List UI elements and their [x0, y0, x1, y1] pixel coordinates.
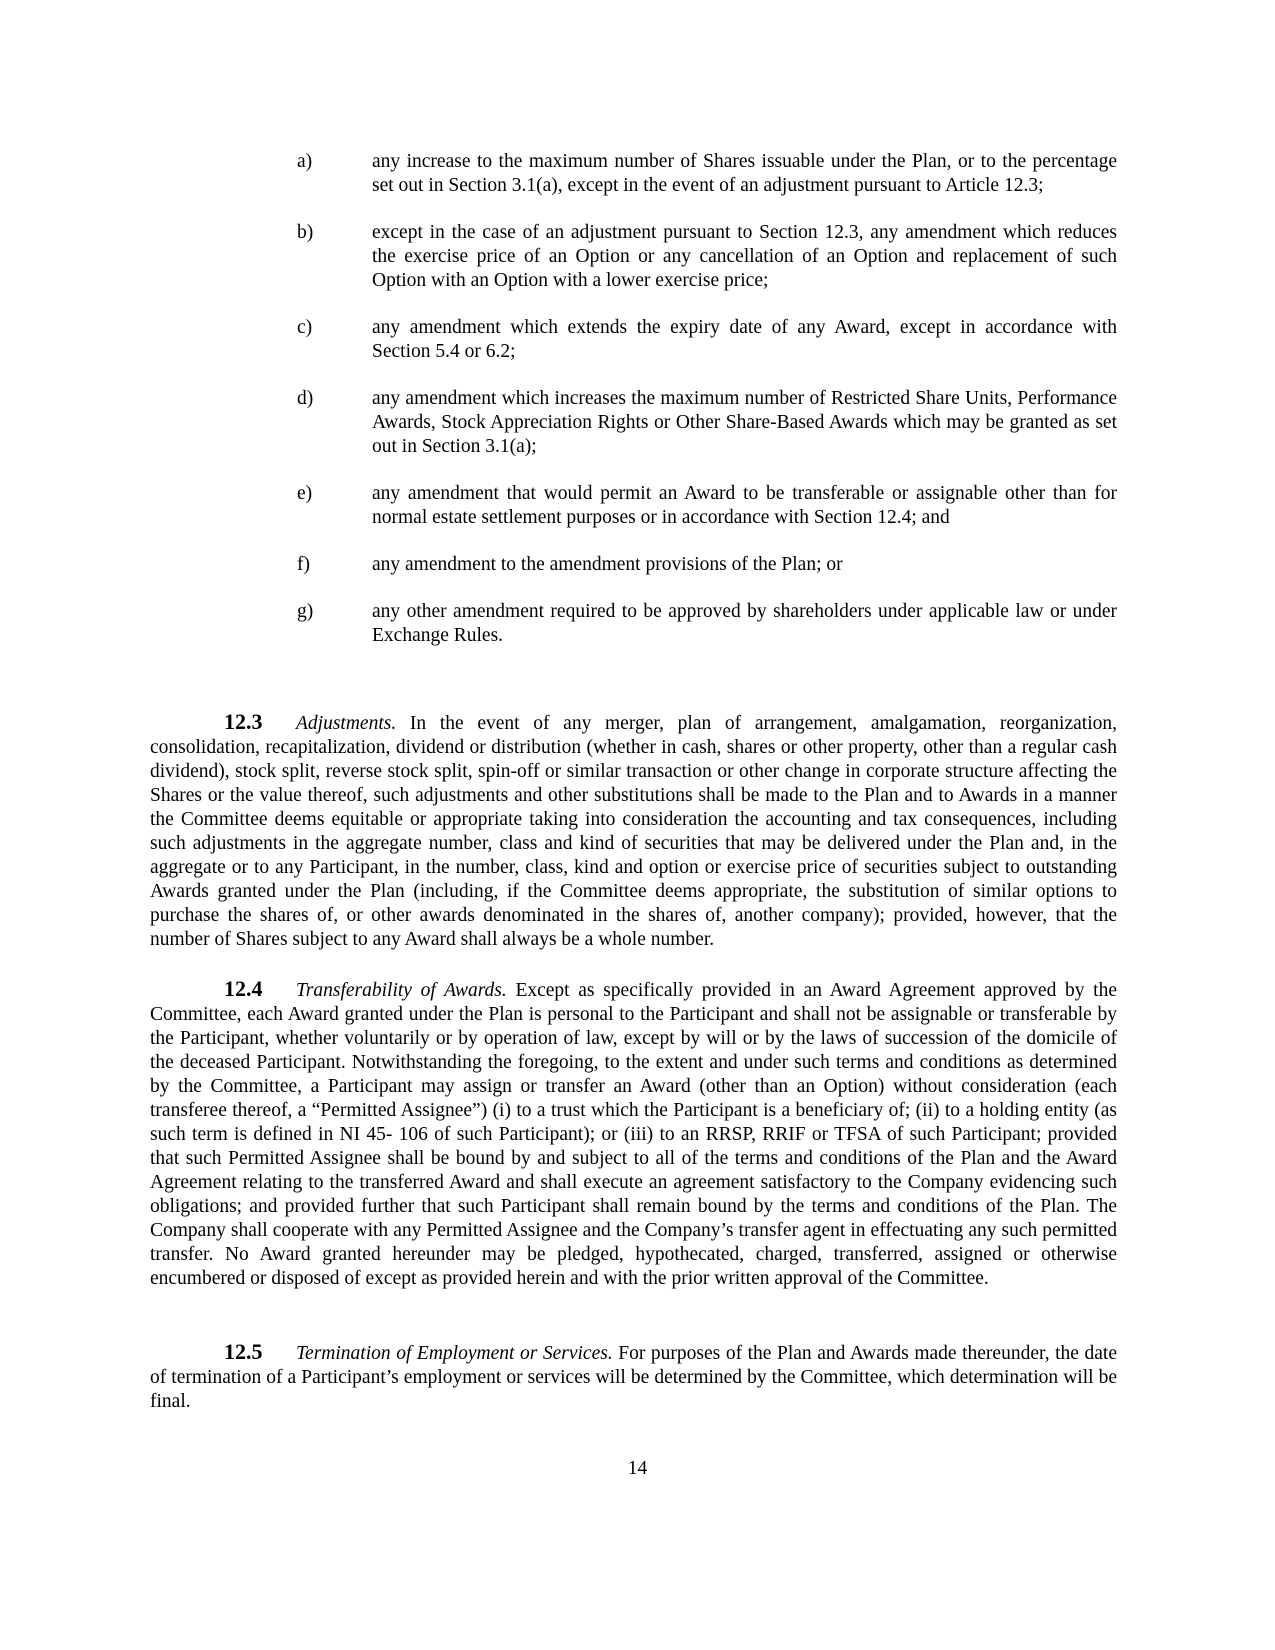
section-12-4 [150, 977, 1117, 1291]
section-12-3 [150, 710, 1117, 952]
list-item-text: any increase to the maximum number of Shares issuable under the Plan, or to the percentage set out in Section 3.1(a), except in the event of an adjustment pursuant to Article 12.3; [372, 151, 1117, 196]
list-item-text: any amendment to the amendment provisions of the Plan; or [372, 554, 843, 575]
list-item-text: any other amendment required to be approved by shareholders under applicable law or under Exchange Rules. [372, 601, 1117, 646]
section-body: In the event of any merger, plan of arrangement, amalgamation, reorganization, consolidation, recapitalization, dividend or distribution (whether in cash, shares or other property, other than a regular cash dividend), stock split, reverse stock split, spin-off or similar transaction or other change in corporate structure affecting the Shares or the value thereof, such adjustments and other substitutions shall be made to the Plan and to Awards in a manner the Committee deems equitable or appropriate taking into consideration the accounting and tax consequences, including such adjustments in the aggregate number, class and kind of securities that may be delivered under the Plan and, in the aggregate or to any Participant, in the number, class, kind and option or exercise price of securities subject to outstanding Awards granted under the Plan (including, if the Committee deems appropriate, the substitution of similar options to purchase the shares of, or other awards denominated in the shares of, another company); provided, however, that the number of Shares subject to any Award shall always be a whole number. [150, 713, 1117, 950]
list-item [297, 221, 1117, 293]
list-item [297, 387, 1117, 459]
list-item [297, 553, 1117, 577]
section-number: 12.3 [224, 709, 263, 734]
list-item [297, 150, 1117, 198]
list-item [297, 482, 1117, 530]
list-item-text: any amendment which increases the maximum number of Restricted Share Units, Performance Awards, Stock Appreciation Rights or Other Share-Based Awards which may be granted as set out in Section 3.1(a); [372, 388, 1117, 457]
list-item-marker: c) [297, 317, 313, 338]
page-number: 14 [627, 1458, 648, 1479]
section-title: Termination of Employment or Services. [296, 1343, 613, 1364]
list-item-text: any amendment that would permit an Award to be transferable or assignable other than for normal estate settlement purposes or in accordance with Section 12.4; and [372, 483, 1117, 528]
list-item-marker: f) [297, 554, 310, 575]
section-12-5 [150, 1340, 1117, 1414]
section-title: Transferability of Awards. [296, 980, 507, 1001]
list-item [297, 600, 1117, 648]
amendment-list [297, 150, 1117, 671]
list-item-marker: e) [297, 483, 313, 504]
section-number: 12.5 [224, 1339, 263, 1364]
list-item [297, 316, 1117, 364]
list-item-marker: d) [297, 388, 314, 409]
section-body: For purposes of the Plan and Awards made thereunder, the date of termination of a Participant’s employment or services will be determined by the Committee, which determination will be final. [150, 1343, 1117, 1412]
list-item-marker: b) [297, 222, 314, 243]
list-item-text: except in the case of an adjustment pursuant to Section 12.3, any amendment which reduces the exercise price of an Option or any cancellation of an Option and replacement of such Option with an Option with a lower exercise price; [372, 222, 1117, 291]
list-item-text: any amendment which extends the expiry date of any Award, except in accordance with Section 5.4 or 6.2; [372, 317, 1117, 362]
section-title: Adjustments. [296, 713, 397, 734]
section-body: Except as specifically provided in an Award Agreement approved by the Committee, each Award granted under the Plan is personal to the Participant and shall not be assignable or transferable by the Participant, whether voluntarily or by operation of law, except by will or by the laws of succession of the domicile of the deceased Participant. Notwithstanding the foregoing, to the extent and under such terms and conditions as determined by the Committee, a Participant may assign or transfer an Award (other than an Option) without consideration (each transferee thereof, a “Permitted Assignee”) (i) to a trust which the Participant is a beneficiary of; (ii) to a holding entity (as such term is defined in NI 45- 106 of such Participant); or (iii) to an RRSP, RRIF or TFSA of such Participant; provided that such Permitted Assignee shall be bound by and subject to all of the terms and conditions of the Plan and the Award Agreement relating to the transferred Award and shall execute an agreement satisfactory to the Company evidencing such obligations; and provided further that such Participant shall remain bound by the terms and conditions of the Plan. The Company shall cooperate with any Permitted Assignee and the Company’s transfer agent in effectuating any such permitted transfer. No Award granted hereunder may be pledged, hypothecated, charged, transferred, assigned or otherwise encumbered or disposed of except as provided herein and with the prior written approval of the Committee. [150, 980, 1117, 1289]
list-item-marker: a) [297, 151, 313, 172]
section-number: 12.4 [224, 976, 263, 1001]
list-item-marker: g) [297, 601, 314, 622]
